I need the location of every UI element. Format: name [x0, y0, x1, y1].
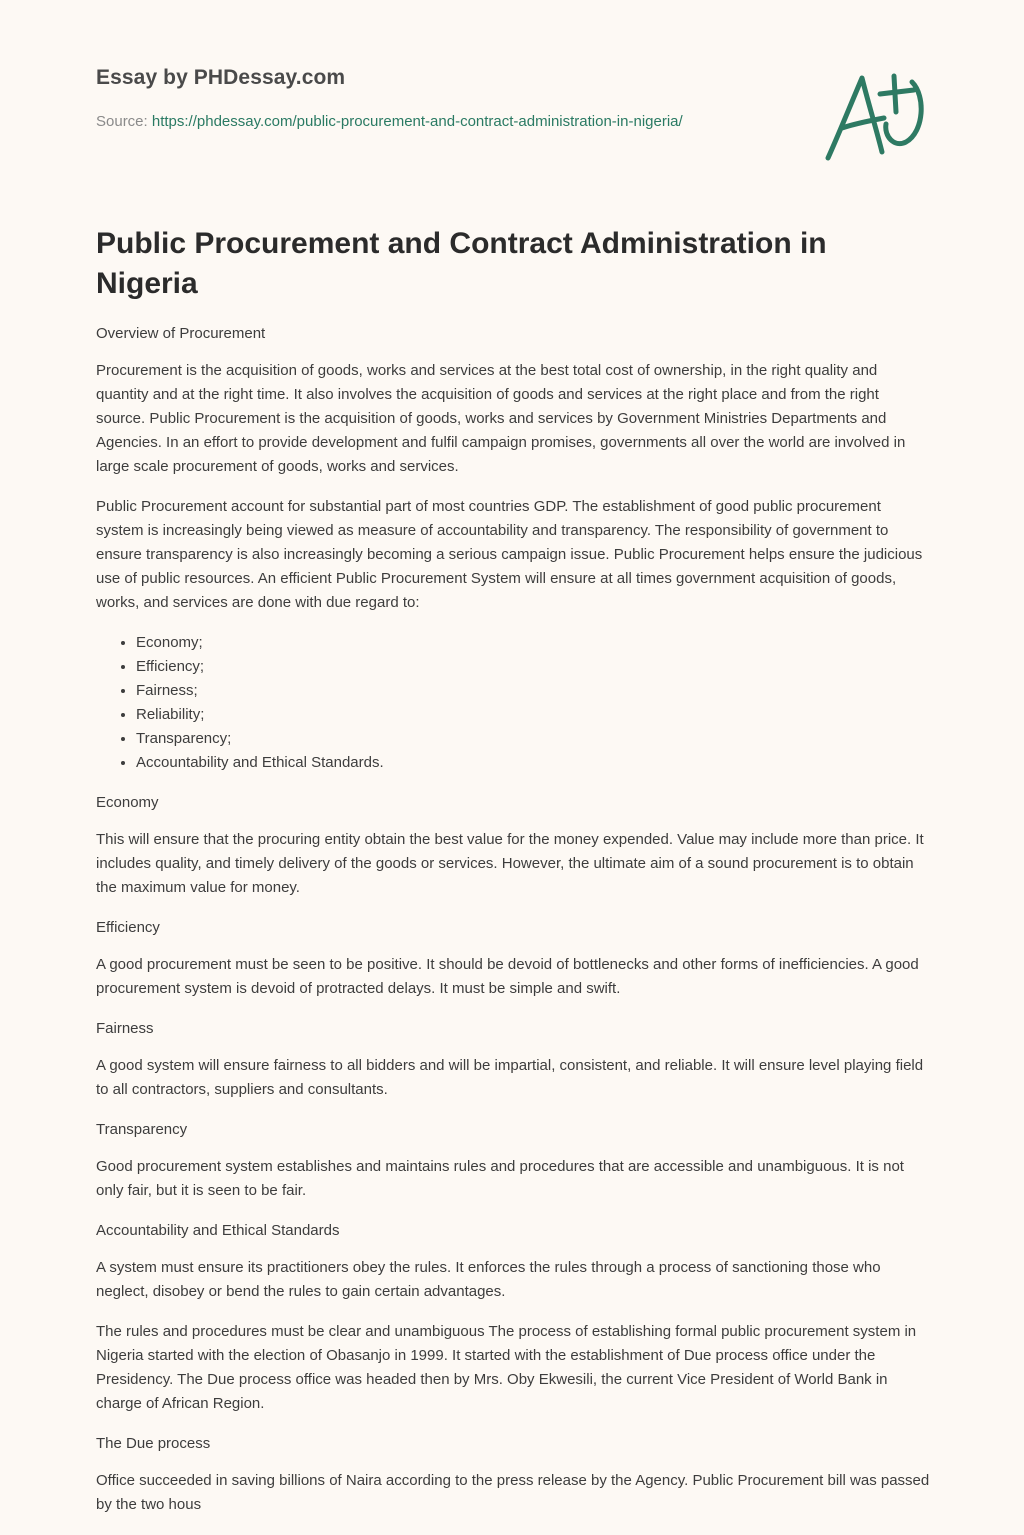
site-brand: Essay by PHDessay.com	[96, 66, 346, 89]
principles-list	[96, 631, 932, 775]
paragraph: A good system will ensure fairness to all bidders and will be impartial, consistent, and reliable. It will ensure level playing field to all contractors, suppliers and consultants.	[96, 1057, 924, 1098]
section-heading: Overview of Procurement	[96, 325, 266, 342]
list-item: • Efficiency;	[136, 655, 932, 679]
a-plus-grade-icon	[824, 66, 928, 166]
paragraph: A good procurement must be seen to be positive. It should be devoid of bottlenecks and other forms of inefficiencies. A good procurement system is devoid of protracted delays. It must be simple and swift.	[96, 956, 919, 997]
section-heading: Transparency	[96, 1121, 188, 1138]
source-label: Source:	[96, 113, 148, 130]
section-heading: The Due process	[96, 1435, 211, 1452]
paragraph: The rules and procedures must be clear and unambiguous The process of establishing formal public procurement system in Nigeria started with the election of Obasanjo in 1999. It started with the establishment of Due process office under the Presidency. The Due process office was headed then by Mrs. Oby Ekwesili, the current Vice President of World Bank in charge of African Region.	[96, 1323, 917, 1412]
paragraph: Procurement is the acquisition of goods, works and services at the best total cost of ownership, in the right quality and quantity and at the right time. It also involves the acquisition of goods and services at the right place and from the right source. Public Procurement is the acquisition of goods, works and services by Government Ministries Departments and Agencies. In an effort to provide development and fulfil campaign promises, governments all over the world are involved in large scale procurement of goods, works and services.	[96, 362, 906, 475]
paragraph: Office succeeded in saving billions of Naira according to the press release by the Agency. Public Procurement bill was passed by the two hous	[96, 1472, 930, 1513]
section-heading: Economy	[96, 794, 159, 811]
list-item: • Fairness;	[136, 679, 932, 703]
paragraph: This will ensure that the procuring entity obtain the best value for the money expended. Value may include more than price. It includes quality, and timely delivery of the goods or services. However, the ultimate aim of a sound procurement is to obtain the maximum value for money.	[96, 831, 924, 896]
source-link[interactable]: https://phdessay.com/public-procurement-and-contract-administration-in-nigeria/	[151, 113, 683, 130]
section-heading: Fairness	[96, 1020, 154, 1037]
list-item: • Accountability and Ethical Standards.	[136, 751, 932, 775]
section-heading: Accountability and Ethical Standards	[96, 1222, 340, 1239]
source-line	[96, 110, 736, 134]
list-item: • Reliability;	[136, 703, 932, 727]
list-item: • Economy;	[136, 631, 932, 655]
paragraph: Good procurement system establishes and maintains rules and procedures that are accessible and unambiguous. It is not only fair, but it is seen to be fair.	[96, 1158, 904, 1199]
section-heading: Efficiency	[96, 919, 160, 936]
paragraph: Public Procurement account for substantial part of most countries GDP. The establishment of good public procurement system is increasingly being viewed as measure of accountability and transparency. The responsibility of government to ensure transparency is also increasingly becoming a serious campaign issue. Public Procurement helps ensure the judicious use of public resources. An efficient Public Procurement System will ensure at all times government acquisition of goods, works, and services are done with due regard to:	[96, 498, 923, 611]
essay-body	[96, 322, 932, 1533]
list-item: • Transparency;	[136, 727, 932, 751]
essay-title: Public Procurement and Contract Administration in Nigeria	[96, 227, 827, 300]
paragraph: A system must ensure its practitioners obey the rules. It enforces the rules through a process of sanctioning those who neglect, disobey or bend the rules to gain certain advantages.	[96, 1259, 881, 1300]
